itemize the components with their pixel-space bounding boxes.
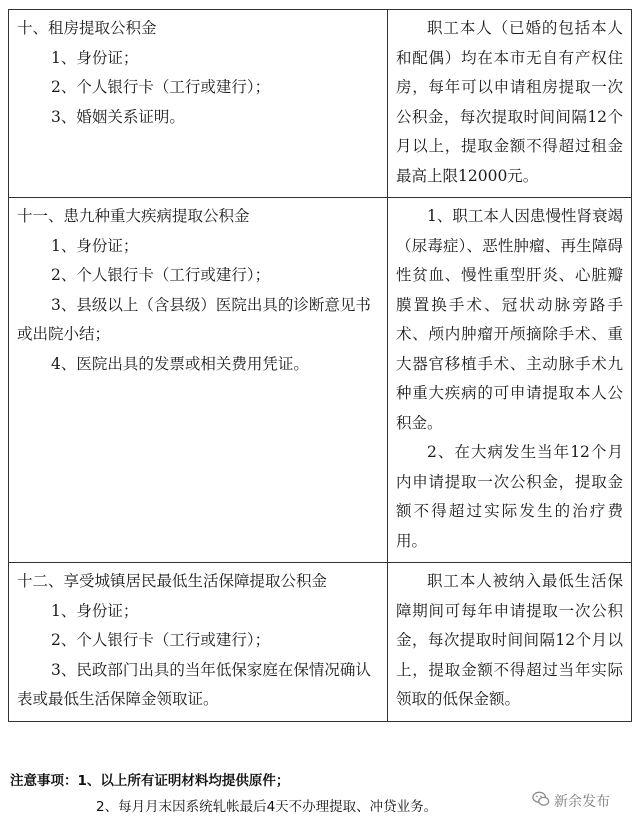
requirement-item: 2、个人银行卡（工行或建行）； — [51, 631, 271, 649]
requirement-item: 3、县级以上（含县级）医院出具的诊断意见书或出院小结； — [17, 295, 371, 343]
requirements-cell — [9, 198, 388, 563]
requirement-item: 1、身份证； — [51, 236, 139, 255]
section-title: 十一、患九种重大疾病提取公积金 — [17, 207, 250, 225]
requirement-item: 3、婚姻关系证明。 — [51, 107, 185, 126]
requirement-item: 4、医院出具的发票或相关费用凭证。 — [51, 354, 309, 373]
requirements-cell — [9, 10, 388, 198]
notes-label: 注意事项： — [10, 773, 78, 789]
wechat-icon — [532, 790, 550, 812]
requirements-cell — [9, 563, 388, 722]
withdrawal-requirements-table — [8, 9, 632, 722]
note-line: 2、每月月末因系统轧帐最后4天不办理提取、冲贷业务。 — [96, 799, 438, 815]
table-row — [9, 198, 632, 563]
watermark-text: 新余发布 — [554, 794, 610, 810]
description-paragraph: 2、在大病发生当年12个月内申请提取一次公积金，提取金额不得超过实际发生的治疗费用。 — [396, 443, 623, 550]
requirement-item: 2、个人银行卡（工行或建行）； — [51, 266, 271, 284]
requirement-item: 1、身份证； — [51, 48, 139, 67]
description-paragraph: 职工本人被纳入最低生活保障期间可每年申请提取一次公积金，每次提取时间间隔12个月以上，提取金额不得超过当年实际领取的低保金额。 — [396, 572, 623, 708]
requirement-item: 3、民政部门出具的当年低保家庭在保情况确认表或最低生活保障金领取证。 — [17, 660, 371, 708]
requirement-item: 1、身份证； — [51, 601, 139, 620]
watermark — [532, 790, 610, 812]
table-row — [9, 563, 632, 722]
description-paragraph: 1、职工本人因患慢性肾衰竭（尿毒症）、恶性肿瘤、再生障碍性贫血、慢性重型肝炎、心脏瓣膜置换手术、冠状动脉旁路手术、颅内肿瘤开颅摘除手术、重大器官移植手术、主动脉手术九种重大疾病的可申请提取本人公积金。 — [396, 207, 623, 432]
table-row — [9, 10, 632, 198]
description-paragraph: 职工本人（已婚的包括本人和配偶）均在本市无自有产权住房，每年可以申请租房提取一次公积金，每次提取时间间隔12个月以上，提取金额不得超过租金最高上限12000元。 — [396, 19, 623, 185]
requirement-item: 2、个人银行卡（工行或建行）； — [51, 78, 271, 96]
description-cell — [388, 198, 632, 563]
description-cell — [388, 10, 632, 198]
description-cell — [388, 563, 632, 722]
note-line: 1、以上所有证明材料均提供原件； — [77, 773, 290, 789]
section-title: 十二、享受城镇居民最低生活保障提取公积金 — [17, 572, 328, 590]
section-title: 十、租房提取公积金 — [17, 19, 157, 37]
